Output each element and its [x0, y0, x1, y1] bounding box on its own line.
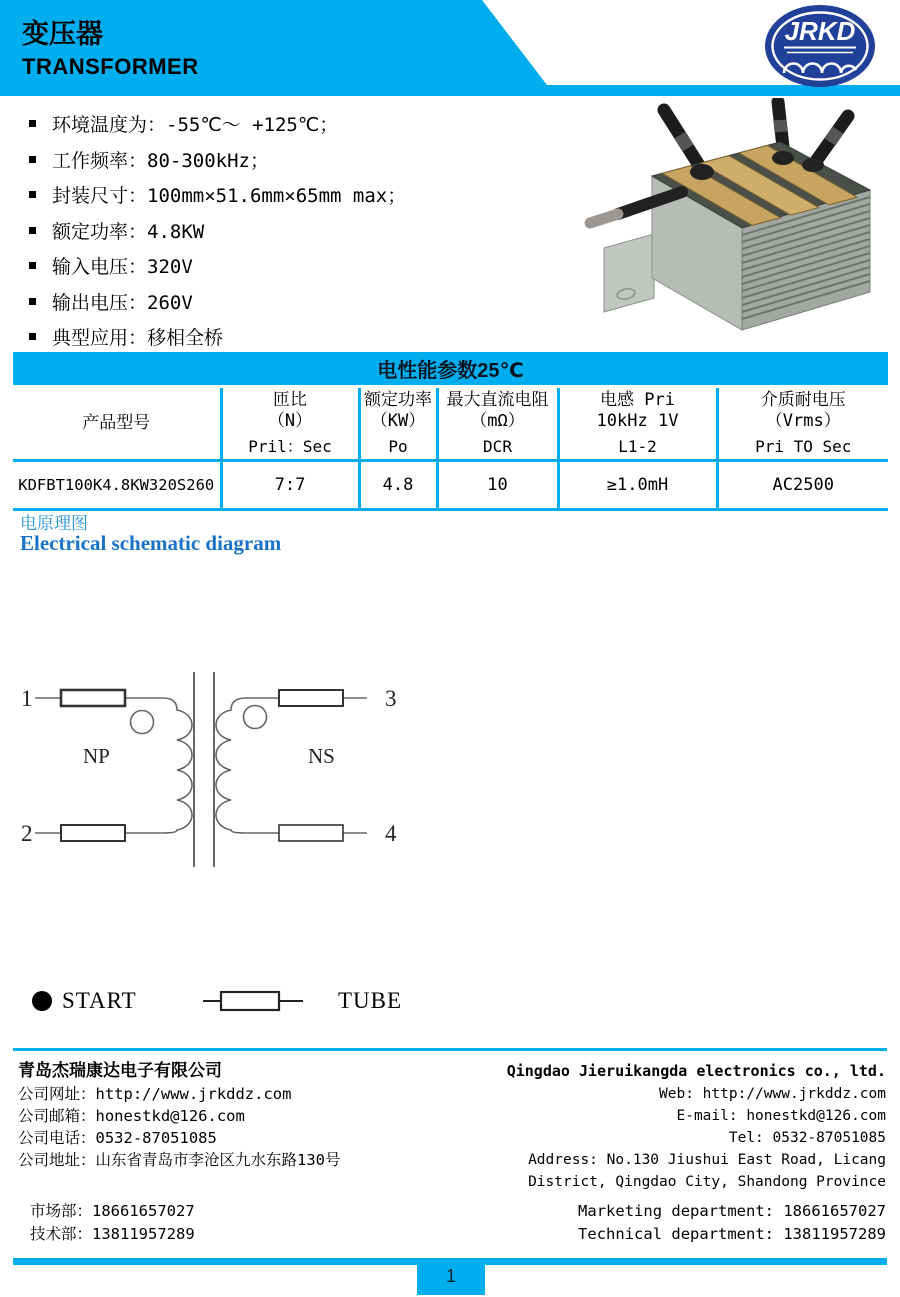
tube-symbol-pin1 — [61, 690, 125, 706]
bullet-icon — [29, 191, 36, 198]
footer-company-cn — [18, 1059, 458, 1171]
spec-text: 额定功率：4.8KW — [52, 220, 205, 243]
departments-cn — [30, 1200, 195, 1246]
table-row — [13, 461, 888, 510]
bullet-icon — [29, 227, 36, 234]
list-item — [0, 142, 560, 178]
jrkd-logo — [763, 3, 877, 89]
spec-text: 输入电压：320V — [52, 256, 193, 279]
tube-icon — [203, 990, 313, 1012]
company-name-en: Qingdao Jieruikangda electronics co., ltd. — [506, 1062, 886, 1080]
company-email-en: E-mail: honestkd@126.com — [676, 1108, 886, 1124]
marketing-dept-cn: 市场部：18661657027 — [30, 1202, 195, 1220]
technical-dept-cn: 技术部：13811957289 — [30, 1225, 195, 1243]
table-title: 电性能参数25℃ — [13, 352, 888, 385]
pin-label-4: 4 — [385, 821, 397, 846]
table-header-row — [13, 388, 888, 461]
start-dot-icon — [32, 991, 52, 1011]
col-header-dielectric: 介质耐电压 （Vrms） Pri TO Sec — [717, 388, 888, 461]
cell-dcr: 10 — [437, 461, 558, 510]
legend-tube-label: TUBE — [338, 988, 403, 1013]
pin-label-3: 3 — [385, 686, 397, 711]
bullet-icon — [29, 156, 36, 163]
company-tel-cn: 公司电话：0532-87051085 — [18, 1129, 217, 1147]
col-header-dcr: 最大直流电阻 （mΩ） DCR — [437, 388, 558, 461]
col-header-model: 产品型号 — [13, 388, 221, 461]
tube-symbol-pin4 — [279, 825, 343, 841]
pin-label-2: 2 — [21, 821, 33, 846]
transformer-photo-illustration — [552, 98, 888, 344]
bullet-icon — [29, 298, 36, 305]
company-web-en: Web: http://www.jrkddz.com — [659, 1086, 886, 1102]
tube-symbol-pin3 — [279, 690, 343, 706]
schematic-title-cn: 电原理图 — [20, 514, 88, 533]
col-header-inductance: 电感 Pri 10kHz 1V L1-2 — [558, 388, 717, 461]
list-item — [0, 213, 560, 249]
legend-start-label: START — [62, 988, 137, 1013]
bullet-icon — [29, 262, 36, 269]
parameter-table — [13, 388, 888, 511]
company-name-cn: 青岛杰瑞康达电子有限公司 — [18, 1061, 222, 1081]
cell-dielectric: AC2500 — [717, 461, 888, 510]
company-address-en-line1: Address: No.130 Jiushui East Road, Licang — [528, 1152, 886, 1168]
departments-en — [578, 1200, 886, 1246]
tube-symbol-pin2 — [61, 825, 125, 841]
footer-company-en — [416, 1059, 886, 1193]
bullet-icon — [29, 120, 36, 127]
list-item — [0, 106, 560, 142]
product-photo — [552, 98, 888, 344]
company-tel-en: Tel: 0532-87051085 — [728, 1130, 886, 1146]
company-address-cn: 公司地址：山东省青岛市李沧区九水东路130号 — [18, 1151, 341, 1169]
company-web-cn: 公司网址：http://www.jrkddz.com — [18, 1085, 292, 1103]
page-title-en: TRANSFORMER — [22, 54, 199, 79]
start-dot-primary — [131, 711, 154, 734]
pin-label-1: 1 — [21, 686, 33, 711]
spec-text: 环境温度为：-55℃～ +125℃； — [52, 114, 339, 137]
bullet-icon — [29, 333, 36, 340]
jrkd-logo-graphic — [763, 3, 877, 89]
list-item — [0, 177, 560, 213]
page-title-cn: 变压器 — [22, 19, 103, 49]
footer-divider — [13, 1048, 887, 1051]
col-header-rated-power: 额定功率 （KW） Po — [359, 388, 437, 461]
secondary-winding-label: NS — [308, 744, 335, 768]
marketing-dept-en: Marketing department: 18661657027 — [578, 1202, 886, 1220]
primary-winding-label: NP — [83, 744, 110, 768]
transformer-schematic — [15, 662, 435, 874]
company-email-cn: 公司邮箱：honestkd@126.com — [18, 1107, 245, 1125]
schematic-title-en: Electrical schematic diagram — [20, 531, 282, 555]
cell-rated-power: 4.8 — [359, 461, 437, 510]
list-item — [0, 319, 560, 355]
spec-text: 封装尺寸：100mm×51.6mm×65mm max； — [52, 185, 407, 208]
logo-text: JRKD — [784, 16, 856, 46]
spec-text: 工作频率：80-300kHz； — [52, 149, 269, 172]
cell-inductance: ≥1.0mH — [558, 461, 717, 510]
page-number: 1 — [417, 1258, 485, 1295]
spec-text: 输出电压：260V — [52, 291, 193, 314]
company-address-en-line2: District, Qingdao City, Shandong Province — [528, 1174, 886, 1190]
col-header-turns-ratio: 匝比 （N） Pril：Sec — [221, 388, 359, 461]
spec-list — [0, 106, 560, 355]
technical-dept-en: Technical department: 13811957289 — [578, 1225, 886, 1243]
spec-text: 典型应用：移相全桥 — [52, 327, 224, 350]
start-dot-secondary — [244, 706, 267, 729]
cell-turns-ratio: 7:7 — [221, 461, 359, 510]
list-item — [0, 284, 560, 320]
cell-model: KDFBT100K4.8KW320S260 — [13, 461, 221, 510]
list-item — [0, 248, 560, 284]
parameter-table-section — [13, 352, 888, 511]
schematic-legend — [0, 985, 460, 1021]
